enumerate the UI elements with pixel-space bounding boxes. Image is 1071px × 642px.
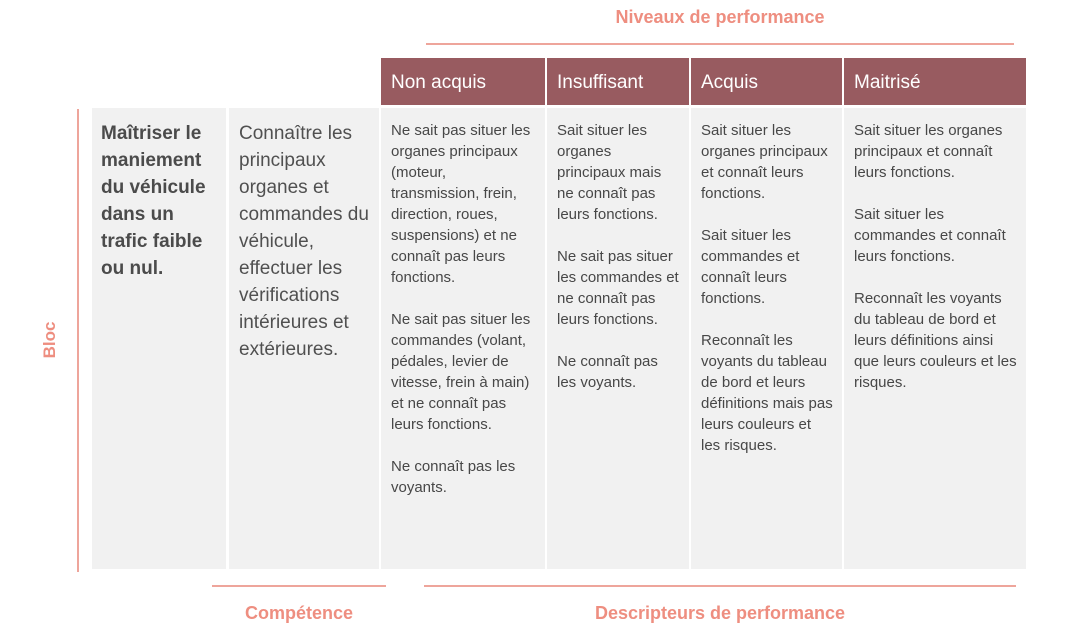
descriptor-paragraph: Sait situer les commandes et connaît leurs fonctions. [854, 206, 1006, 265]
descriptor-cell-non-acquis [381, 108, 545, 569]
descriptor-paragraph: Reconnaît les voyants du tableau de bord et leurs définitions mais pas leurs couleurs et les risques. [701, 332, 833, 454]
descriptor-paragraph: Reconnaît les voyants du tableau de bord et leurs définitions ainsi que leurs couleurs et les risques. [854, 290, 1017, 391]
descriptor-paragraph: Ne connaît pas les voyants. [391, 458, 516, 496]
column-header-non-acquis: Non acquis [381, 58, 545, 105]
descriptor-paragraph: Sait situer les organes principaux mais ne connaît pas leurs fonctions. [557, 122, 662, 223]
bloc-side-label: Bloc [40, 321, 59, 359]
column-header-acquis: Acquis [691, 58, 842, 105]
descriptor-paragraph: Sait situer les organes principaux et connaît leurs fonctions. [701, 122, 828, 202]
levels-title: Niveaux de performance [615, 7, 825, 27]
competence-text: Connaître les principaux organes et commandes du véhicule, effectuer les vérifications intérieures et extérieures. [239, 123, 369, 360]
competence-underline [212, 585, 386, 587]
descriptor-paragraph: Ne connaît pas les voyants. [557, 353, 658, 391]
descriptor-cell-acquis [691, 108, 842, 569]
descriptor-cell-maitrise [844, 108, 1026, 569]
descriptor-paragraph: Ne sait pas situer les organes principaux (moteur, transmission, frein, direction, roues, suspensions) et ne connaît pas leurs fonctions. [391, 122, 531, 286]
column-header-maitrise: Maitrisé [844, 58, 1026, 105]
bloc-cell [92, 108, 226, 569]
bloc-text: Maîtriser le maniement du véhicule dans un trafic faible ou nul. [101, 123, 206, 279]
descriptors-label: Descripteurs de performance [594, 603, 846, 623]
descriptor-paragraph: Ne sait pas situer les commandes et ne connaît pas leurs fonctions. [557, 248, 679, 328]
levels-title-underline [426, 43, 1014, 45]
descriptor-cell-insuffisant [547, 108, 689, 569]
descriptors-underline [424, 585, 1016, 587]
descriptor-paragraph: Ne sait pas situer les commandes (volant, pédales, levier de vitesse, frein à main) et ne connaît pas leurs fonctions. [391, 311, 531, 433]
competence-cell [229, 108, 379, 569]
competence-label: Compétence [244, 603, 354, 623]
descriptor-paragraph: Sait situer les organes principaux et connaît leurs fonctions. [854, 122, 1003, 181]
descriptor-paragraph: Sait situer les commandes et connaît leurs fonctions. [701, 227, 800, 307]
column-header-insuffisant: Insuffisant [547, 58, 689, 105]
bloc-vertical-line [77, 109, 79, 572]
